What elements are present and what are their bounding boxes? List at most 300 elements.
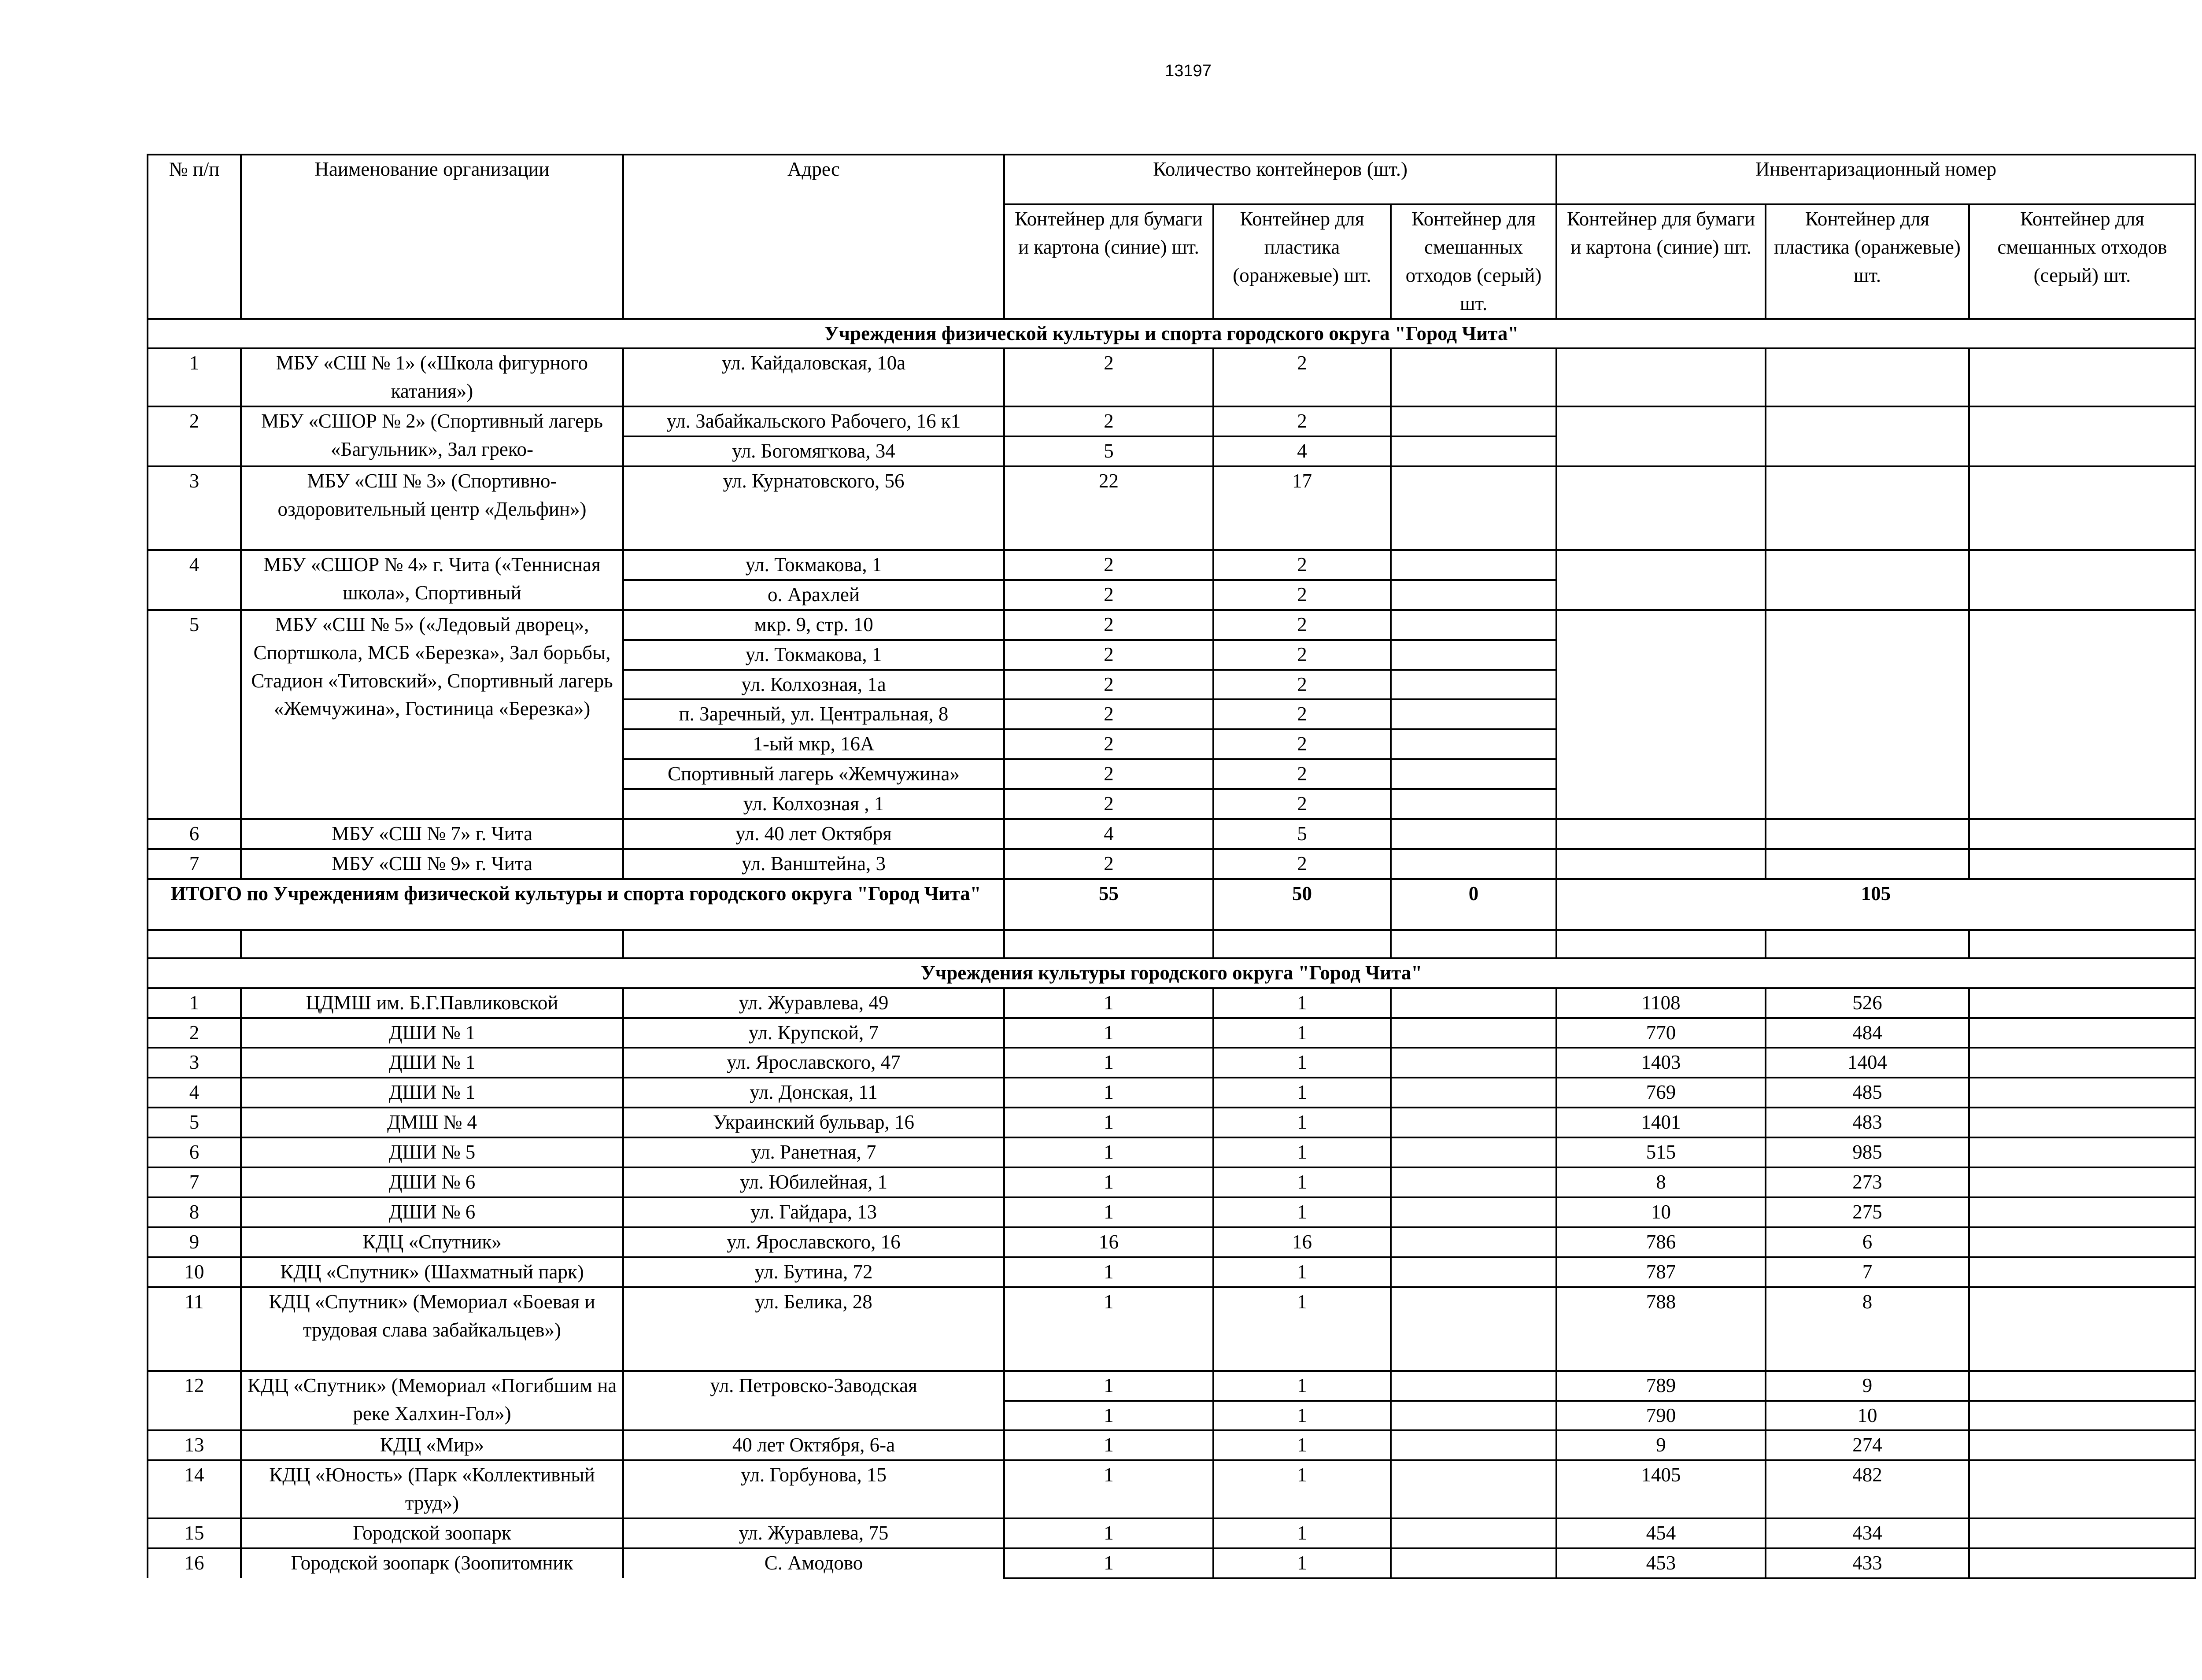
- cell-inv-plastic: [1766, 466, 1969, 550]
- cell-num: 11: [148, 1287, 241, 1371]
- cell-plastic: 1: [1213, 1048, 1391, 1078]
- cell-inv-paper: 454: [1556, 1518, 1766, 1548]
- cell-inv-mixed: [1969, 819, 2195, 849]
- cell-inv-mixed: [1969, 1197, 2195, 1227]
- cell-inv-paper: 1405: [1556, 1460, 1766, 1518]
- cell-paper: 1: [1004, 1287, 1213, 1371]
- cell-addr: п. Заречный, ул. Центральная, 8: [623, 699, 1004, 729]
- cell-addr: ул. Кайдаловская, 10а: [623, 348, 1004, 406]
- cell-org: КДЦ «Юность» (Парк «Коллективный труд»): [241, 1460, 623, 1518]
- cell-mixed: [1391, 640, 1556, 670]
- cell-inv-paper: 790: [1556, 1401, 1766, 1431]
- cell-num: 1: [148, 988, 241, 1018]
- cell-mixed: [1391, 1137, 1556, 1167]
- empty-cell: [1391, 930, 1556, 958]
- cell-addr: ул. Гайдара, 13: [623, 1197, 1004, 1227]
- cell-paper: 2: [1004, 640, 1213, 670]
- cell-inv-paper: 788: [1556, 1287, 1766, 1371]
- cell-paper: 1: [1004, 1137, 1213, 1167]
- cell-mixed: [1391, 580, 1556, 610]
- cell-mixed: [1391, 789, 1556, 819]
- cell-plastic: 1: [1213, 1108, 1391, 1137]
- cell-paper: 2: [1004, 610, 1213, 640]
- table-row: [148, 610, 2195, 640]
- cell-inv-paper: [1556, 849, 1766, 879]
- cell-inv-mixed: [1969, 1430, 2195, 1460]
- cell-num: 13: [148, 1430, 241, 1460]
- table-row: [148, 1167, 2195, 1197]
- table-row: [148, 1227, 2195, 1257]
- cell-org: КДЦ «Мир»: [241, 1430, 623, 1460]
- cell-inv-paper: [1556, 406, 1766, 466]
- cell-paper: 2: [1004, 550, 1213, 580]
- cell-plastic: 2: [1213, 670, 1391, 700]
- cell-addr: ул. Забайкальского Рабочего, 16 к1: [623, 406, 1004, 436]
- cell-addr: С. Амодово: [623, 1548, 1004, 1578]
- cell-paper: 1: [1004, 1548, 1213, 1578]
- cell-mixed: [1391, 1227, 1556, 1257]
- cell-mixed: [1391, 436, 1556, 466]
- table-row: [148, 1430, 2195, 1460]
- cell-inv-mixed: [1969, 406, 2195, 466]
- cell-num: 3: [148, 1048, 241, 1078]
- table-row: [148, 1108, 2195, 1137]
- cell-addr: ул. Юбилейная, 1: [623, 1167, 1004, 1197]
- cell-num: 6: [148, 1137, 241, 1167]
- cell-org: МБУ «СШ № 5» («Ледовый дворец», Спортшкола, МСБ «Березка», Зал борьбы, Стадион «Титовский», Спортивный лагерь «Жемчужина», Гостиница «Березка»): [241, 610, 623, 819]
- cell-inv-plastic: 7: [1766, 1257, 1969, 1287]
- cell-addr: ул. Ярославского, 16: [623, 1227, 1004, 1257]
- cell-plastic: 2: [1213, 610, 1391, 640]
- section-title: Учреждения культуры городского округа "Город Чита": [148, 958, 2195, 988]
- subheader-mixed-inv: Контейнер для смешанных отходов (серый) шт.: [1969, 204, 2195, 319]
- cell-mixed: [1391, 849, 1556, 879]
- cell-plastic: 4: [1213, 436, 1391, 466]
- cell-inv-paper: 1401: [1556, 1108, 1766, 1137]
- cell-inv-mixed: [1969, 988, 2195, 1018]
- cell-inv-plastic: 10: [1766, 1401, 1969, 1431]
- section-heading-row: [148, 958, 2195, 988]
- total-mixed: 0: [1391, 879, 1556, 930]
- cell-inv-plastic: [1766, 550, 1969, 610]
- cell-org: МБУ «СШ № 3» (Спортивно-оздоровительный центр «Дельфин»): [241, 466, 623, 550]
- cell-addr: ул. Токмакова, 1: [623, 640, 1004, 670]
- cell-inv-paper: [1556, 610, 1766, 819]
- cell-num: 15: [148, 1518, 241, 1548]
- cell-plastic: 2: [1213, 849, 1391, 879]
- cell-num: 12: [148, 1371, 241, 1431]
- cell-paper: 5: [1004, 436, 1213, 466]
- cell-org: ДШИ № 5: [241, 1137, 623, 1167]
- cell-mixed: [1391, 1018, 1556, 1048]
- cell-paper: 1: [1004, 1460, 1213, 1518]
- cell-inv-mixed: [1969, 610, 2195, 819]
- cell-paper: 1: [1004, 1518, 1213, 1548]
- cell-org: МБУ «СШОР № 2» (Спортивный лагерь «Багульник», Зал греко-: [241, 406, 623, 466]
- cell-mixed: [1391, 988, 1556, 1018]
- cell-plastic: 1: [1213, 1197, 1391, 1227]
- cell-paper: 2: [1004, 849, 1213, 879]
- cell-addr: ул. Курнатовского, 56: [623, 466, 1004, 550]
- cell-inv-paper: 786: [1556, 1227, 1766, 1257]
- cell-inv-paper: 789: [1556, 1371, 1766, 1401]
- cell-plastic: 1: [1213, 988, 1391, 1018]
- cell-paper: 1: [1004, 1078, 1213, 1108]
- cell-mixed: [1391, 819, 1556, 849]
- empty-row: [148, 930, 2195, 958]
- cell-addr: 40 лет Октября, 6-а: [623, 1430, 1004, 1460]
- cell-addr: ул. Донская, 11: [623, 1078, 1004, 1108]
- cell-plastic: 1: [1213, 1137, 1391, 1167]
- cell-inv-plastic: 526: [1766, 988, 1969, 1018]
- cell-plastic: 2: [1213, 550, 1391, 580]
- cell-plastic: 2: [1213, 406, 1391, 436]
- table-row: [148, 348, 2195, 406]
- cell-paper: 4: [1004, 819, 1213, 849]
- cell-plastic: 1: [1213, 1018, 1391, 1048]
- cell-paper: 1: [1004, 1048, 1213, 1078]
- cell-num: 14: [148, 1460, 241, 1518]
- cell-org: ДМШ № 4: [241, 1108, 623, 1137]
- cell-addr: ул. Ванштейна, 3: [623, 849, 1004, 879]
- table-row: [148, 1048, 2195, 1078]
- cell-mixed: [1391, 1430, 1556, 1460]
- cell-inv-paper: 787: [1556, 1257, 1766, 1287]
- cell-addr: ул. Журавлева, 75: [623, 1518, 1004, 1548]
- cell-inv-mixed: [1969, 1048, 2195, 1078]
- cell-inv-plastic: [1766, 348, 1969, 406]
- cell-paper: 2: [1004, 580, 1213, 610]
- cell-inv-plastic: [1766, 849, 1969, 879]
- cell-addr: ул. Ярославского, 47: [623, 1048, 1004, 1078]
- cell-mixed: [1391, 1460, 1556, 1518]
- cell-mixed: [1391, 1287, 1556, 1371]
- cell-inv-plastic: [1766, 610, 1969, 819]
- cell-inv-mixed: [1969, 1548, 2195, 1578]
- cell-paper: 2: [1004, 759, 1213, 789]
- table-row: [148, 819, 2195, 849]
- empty-cell: [623, 930, 1004, 958]
- cell-org: КДЦ «Спутник» (Мемориал «Боевая и трудовая слава забайкальцев»): [241, 1287, 623, 1371]
- cell-paper: 1: [1004, 988, 1213, 1018]
- header-org: Наименование организации: [241, 155, 623, 319]
- containers-table: [147, 154, 2196, 1579]
- cell-paper: 1: [1004, 1167, 1213, 1197]
- cell-inv-mixed: [1969, 1167, 2195, 1197]
- table-row: [148, 1018, 2195, 1048]
- cell-org: Городской зоопарк: [241, 1518, 623, 1548]
- cell-plastic: 1: [1213, 1371, 1391, 1401]
- cell-inv-plastic: 985: [1766, 1137, 1969, 1167]
- cell-num: 5: [148, 1108, 241, 1137]
- cell-org: КДЦ «Спутник» (Мемориал «Погибшим на реке Халхин-Гол»): [241, 1371, 623, 1431]
- cell-addr: ул. Бутина, 72: [623, 1257, 1004, 1287]
- cell-inv-mixed: [1969, 348, 2195, 406]
- cell-inv-plastic: 485: [1766, 1078, 1969, 1108]
- empty-cell: [1969, 930, 2195, 958]
- cell-inv-mixed: [1969, 1257, 2195, 1287]
- cell-paper: 1: [1004, 1197, 1213, 1227]
- table-row: [148, 1518, 2195, 1548]
- cell-plastic: 1: [1213, 1430, 1391, 1460]
- cell-num: 5: [148, 610, 241, 819]
- cell-addr: Спортивный лагерь «Жемчужина»: [623, 759, 1004, 789]
- cell-mixed: [1391, 670, 1556, 700]
- cell-paper: 2: [1004, 729, 1213, 759]
- cell-num: 2: [148, 1018, 241, 1048]
- cell-plastic: 5: [1213, 819, 1391, 849]
- cell-num: 1: [148, 348, 241, 406]
- total-plastic: 50: [1213, 879, 1391, 930]
- page-number: 13197: [1165, 62, 1212, 80]
- table-row: [148, 406, 2195, 436]
- cell-paper: 2: [1004, 789, 1213, 819]
- subheader-paper-inv: Контейнер для бумаги и картона (синие) шт.: [1556, 204, 1766, 319]
- subheader-paper: Контейнер для бумаги и картона (синие) шт.: [1004, 204, 1213, 319]
- cell-num: 2: [148, 406, 241, 466]
- cell-plastic: 2: [1213, 759, 1391, 789]
- table-row: [148, 1137, 2195, 1167]
- total-row: [148, 879, 2195, 930]
- cell-mixed: [1391, 1078, 1556, 1108]
- cell-inv-plastic: 275: [1766, 1197, 1969, 1227]
- cell-inv-paper: 10: [1556, 1197, 1766, 1227]
- empty-cell: [241, 930, 623, 958]
- cell-inv-mixed: [1969, 1108, 2195, 1137]
- cell-inv-paper: 8: [1556, 1167, 1766, 1197]
- cell-mixed: [1391, 550, 1556, 580]
- cell-addr: ул. Богомягкова, 34: [623, 436, 1004, 466]
- cell-paper: 2: [1004, 348, 1213, 406]
- cell-inv-paper: 9: [1556, 1430, 1766, 1460]
- cell-plastic: 1: [1213, 1287, 1391, 1371]
- cell-mixed: [1391, 610, 1556, 640]
- cell-plastic: 16: [1213, 1227, 1391, 1257]
- cell-mixed: [1391, 466, 1556, 550]
- cell-inv-mixed: [1969, 1401, 2195, 1431]
- table-row: [148, 1197, 2195, 1227]
- cell-inv-mixed: [1969, 466, 2195, 550]
- section-heading-row: [148, 319, 2195, 349]
- cell-mixed: [1391, 406, 1556, 436]
- cell-inv-plastic: [1766, 819, 1969, 849]
- cell-mixed: [1391, 348, 1556, 406]
- cell-plastic: 2: [1213, 580, 1391, 610]
- cell-num: 8: [148, 1197, 241, 1227]
- cell-addr: ул. Петровско-Заводская: [623, 1371, 1004, 1431]
- cell-org: КДЦ «Спутник»: [241, 1227, 623, 1257]
- cell-inv-plastic: 9: [1766, 1371, 1969, 1401]
- cell-addr: 1-ый мкр, 16А: [623, 729, 1004, 759]
- table-row: [148, 1078, 2195, 1108]
- cell-plastic: 2: [1213, 699, 1391, 729]
- cell-inv-plastic: 8: [1766, 1287, 1969, 1371]
- cell-num: 9: [148, 1227, 241, 1257]
- cell-paper: 1: [1004, 1430, 1213, 1460]
- cell-addr: ул. Журавлева, 49: [623, 988, 1004, 1018]
- cell-inv-paper: [1556, 550, 1766, 610]
- empty-cell: [148, 930, 241, 958]
- cell-plastic: 1: [1213, 1518, 1391, 1548]
- cell-org: ЦДМШ им. Б.Г.Павликовской: [241, 988, 623, 1018]
- cell-org: ДШИ № 6: [241, 1167, 623, 1197]
- table-row: [148, 1460, 2195, 1518]
- cell-inv-paper: [1556, 466, 1766, 550]
- cell-org: ДШИ № 1: [241, 1048, 623, 1078]
- cell-org: МБУ «СШОР № 4» г. Чита («Теннисная школа», Спортивный: [241, 550, 623, 610]
- cell-paper: 1: [1004, 1401, 1213, 1431]
- cell-inv-mixed: [1969, 1078, 2195, 1108]
- table-row: [148, 1371, 2195, 1401]
- empty-cell: [1556, 930, 1766, 958]
- header-addr: Адрес: [623, 155, 1004, 319]
- cell-addr: ул. 40 лет Октября: [623, 819, 1004, 849]
- cell-num: 7: [148, 849, 241, 879]
- cell-org: ДШИ № 6: [241, 1197, 623, 1227]
- cell-org: МБУ «СШ № 7» г. Чита: [241, 819, 623, 849]
- cell-plastic: 2: [1213, 729, 1391, 759]
- cell-paper: 2: [1004, 699, 1213, 729]
- cell-mixed: [1391, 1197, 1556, 1227]
- cell-inv-mixed: [1969, 1371, 2195, 1401]
- cell-plastic: 1: [1213, 1401, 1391, 1431]
- total-paper: 55: [1004, 879, 1213, 930]
- cell-org: ДШИ № 1: [241, 1018, 623, 1048]
- cell-mixed: [1391, 699, 1556, 729]
- cell-inv-paper: [1556, 819, 1766, 849]
- header-inv-group: Инвентаризационный номер: [1556, 155, 2195, 204]
- total-label: ИТОГО по Учреждениям физической культуры и спорта городского округа "Город Чита": [148, 879, 1004, 930]
- cell-addr: ул. Крупской, 7: [623, 1018, 1004, 1048]
- header-row: [148, 155, 2195, 204]
- cell-mixed: [1391, 1371, 1556, 1401]
- cell-inv-mixed: [1969, 849, 2195, 879]
- cell-num: 10: [148, 1257, 241, 1287]
- subheader-mixed: Контейнер для смешанных отходов (серый) шт.: [1391, 204, 1556, 319]
- empty-cell: [1213, 930, 1391, 958]
- cell-inv-mixed: [1969, 1518, 2195, 1548]
- cell-inv-plastic: 434: [1766, 1518, 1969, 1548]
- table-row: [148, 550, 2195, 580]
- cell-mixed: [1391, 1108, 1556, 1137]
- cell-inv-plastic: [1766, 406, 1969, 466]
- cell-addr: Украинский бульвар, 16: [623, 1108, 1004, 1137]
- cell-inv-paper: 1403: [1556, 1048, 1766, 1078]
- cell-num: 6: [148, 819, 241, 849]
- cell-inv-plastic: 274: [1766, 1430, 1969, 1460]
- cell-inv-paper: 1108: [1556, 988, 1766, 1018]
- cell-plastic: 1: [1213, 1078, 1391, 1108]
- cell-plastic: 1: [1213, 1460, 1391, 1518]
- cell-addr: мкр. 9, стр. 10: [623, 610, 1004, 640]
- cell-inv-paper: 769: [1556, 1078, 1766, 1108]
- cell-addr: ул. Ранетная, 7: [623, 1137, 1004, 1167]
- total-inv: 105: [1556, 879, 2195, 930]
- table-row: [148, 466, 2195, 550]
- cell-paper: 1: [1004, 1018, 1213, 1048]
- subheader-plastic-inv: Контейнер для пластика (оранжевые) шт.: [1766, 204, 1969, 319]
- cell-org: МБУ «СШ № 9» г. Чита: [241, 849, 623, 879]
- cell-addr: ул. Белика, 28: [623, 1287, 1004, 1371]
- cell-plastic: 1: [1213, 1167, 1391, 1197]
- cell-mixed: [1391, 1548, 1556, 1578]
- cell-inv-mixed: [1969, 1460, 2195, 1518]
- cell-num: 4: [148, 1078, 241, 1108]
- table-row: [148, 1257, 2195, 1287]
- cell-paper: 1: [1004, 1257, 1213, 1287]
- cell-inv-mixed: [1969, 1137, 2195, 1167]
- table-row: [148, 1287, 2195, 1371]
- empty-cell: [1004, 930, 1213, 958]
- cell-inv-mixed: [1969, 1018, 2195, 1048]
- cell-plastic: 1: [1213, 1548, 1391, 1578]
- cell-addr: ул. Горбунова, 15: [623, 1460, 1004, 1518]
- cell-addr: ул. Колхозная , 1: [623, 789, 1004, 819]
- cell-inv-mixed: [1969, 1287, 2195, 1371]
- cell-inv-paper: [1556, 348, 1766, 406]
- cell-inv-plastic: 483: [1766, 1108, 1969, 1137]
- cell-num: 16: [148, 1548, 241, 1578]
- subheader-plastic: Контейнер для пластика (оранжевые) шт.: [1213, 204, 1391, 319]
- cell-plastic: 2: [1213, 789, 1391, 819]
- cell-inv-plastic: 6: [1766, 1227, 1969, 1257]
- cell-inv-plastic: 482: [1766, 1460, 1969, 1518]
- cell-inv-mixed: [1969, 1227, 2195, 1257]
- cell-inv-plastic: 1404: [1766, 1048, 1969, 1078]
- cell-mixed: [1391, 1257, 1556, 1287]
- cell-paper: 2: [1004, 406, 1213, 436]
- cell-inv-plastic: 433: [1766, 1548, 1969, 1578]
- header-num: № п/п: [148, 155, 241, 319]
- cell-org: МБУ «СШ № 1» («Школа фигурного катания»): [241, 348, 623, 406]
- cell-num: 3: [148, 466, 241, 550]
- cell-num: 7: [148, 1167, 241, 1197]
- cell-plastic: 17: [1213, 466, 1391, 550]
- section-title: Учреждения физической культуры и спорта городского округа "Город Чита": [148, 319, 2195, 349]
- cell-plastic: 2: [1213, 640, 1391, 670]
- empty-cell: [1766, 930, 1969, 958]
- cell-plastic: 1: [1213, 1257, 1391, 1287]
- cell-plastic: 2: [1213, 348, 1391, 406]
- cell-inv-paper: 515: [1556, 1137, 1766, 1167]
- cell-inv-mixed: [1969, 550, 2195, 610]
- cell-paper: 1: [1004, 1108, 1213, 1137]
- table-row: [148, 1548, 2195, 1578]
- cell-paper: 16: [1004, 1227, 1213, 1257]
- cell-addr: ул. Токмакова, 1: [623, 550, 1004, 580]
- cell-inv-paper: 770: [1556, 1018, 1766, 1048]
- cell-org: КДЦ «Спутник» (Шахматный парк): [241, 1257, 623, 1287]
- cell-mixed: [1391, 1518, 1556, 1548]
- header-qty-group: Количество контейнеров (шт.): [1004, 155, 1556, 204]
- cell-inv-plastic: 273: [1766, 1167, 1969, 1197]
- cell-org: Городской зоопарк (Зоопитомник: [241, 1548, 623, 1578]
- cell-num: 4: [148, 550, 241, 610]
- cell-inv-plastic: 484: [1766, 1018, 1969, 1048]
- cell-mixed: [1391, 729, 1556, 759]
- cell-mixed: [1391, 1048, 1556, 1078]
- cell-inv-paper: 453: [1556, 1548, 1766, 1578]
- cell-mixed: [1391, 1401, 1556, 1431]
- cell-org: ДШИ № 1: [241, 1078, 623, 1108]
- cell-paper: 1: [1004, 1371, 1213, 1401]
- cell-addr: о. Арахлей: [623, 580, 1004, 610]
- cell-mixed: [1391, 759, 1556, 789]
- table-row: [148, 849, 2195, 879]
- cell-addr: ул. Колхозная, 1а: [623, 670, 1004, 700]
- cell-paper: 22: [1004, 466, 1213, 550]
- cell-mixed: [1391, 1167, 1556, 1197]
